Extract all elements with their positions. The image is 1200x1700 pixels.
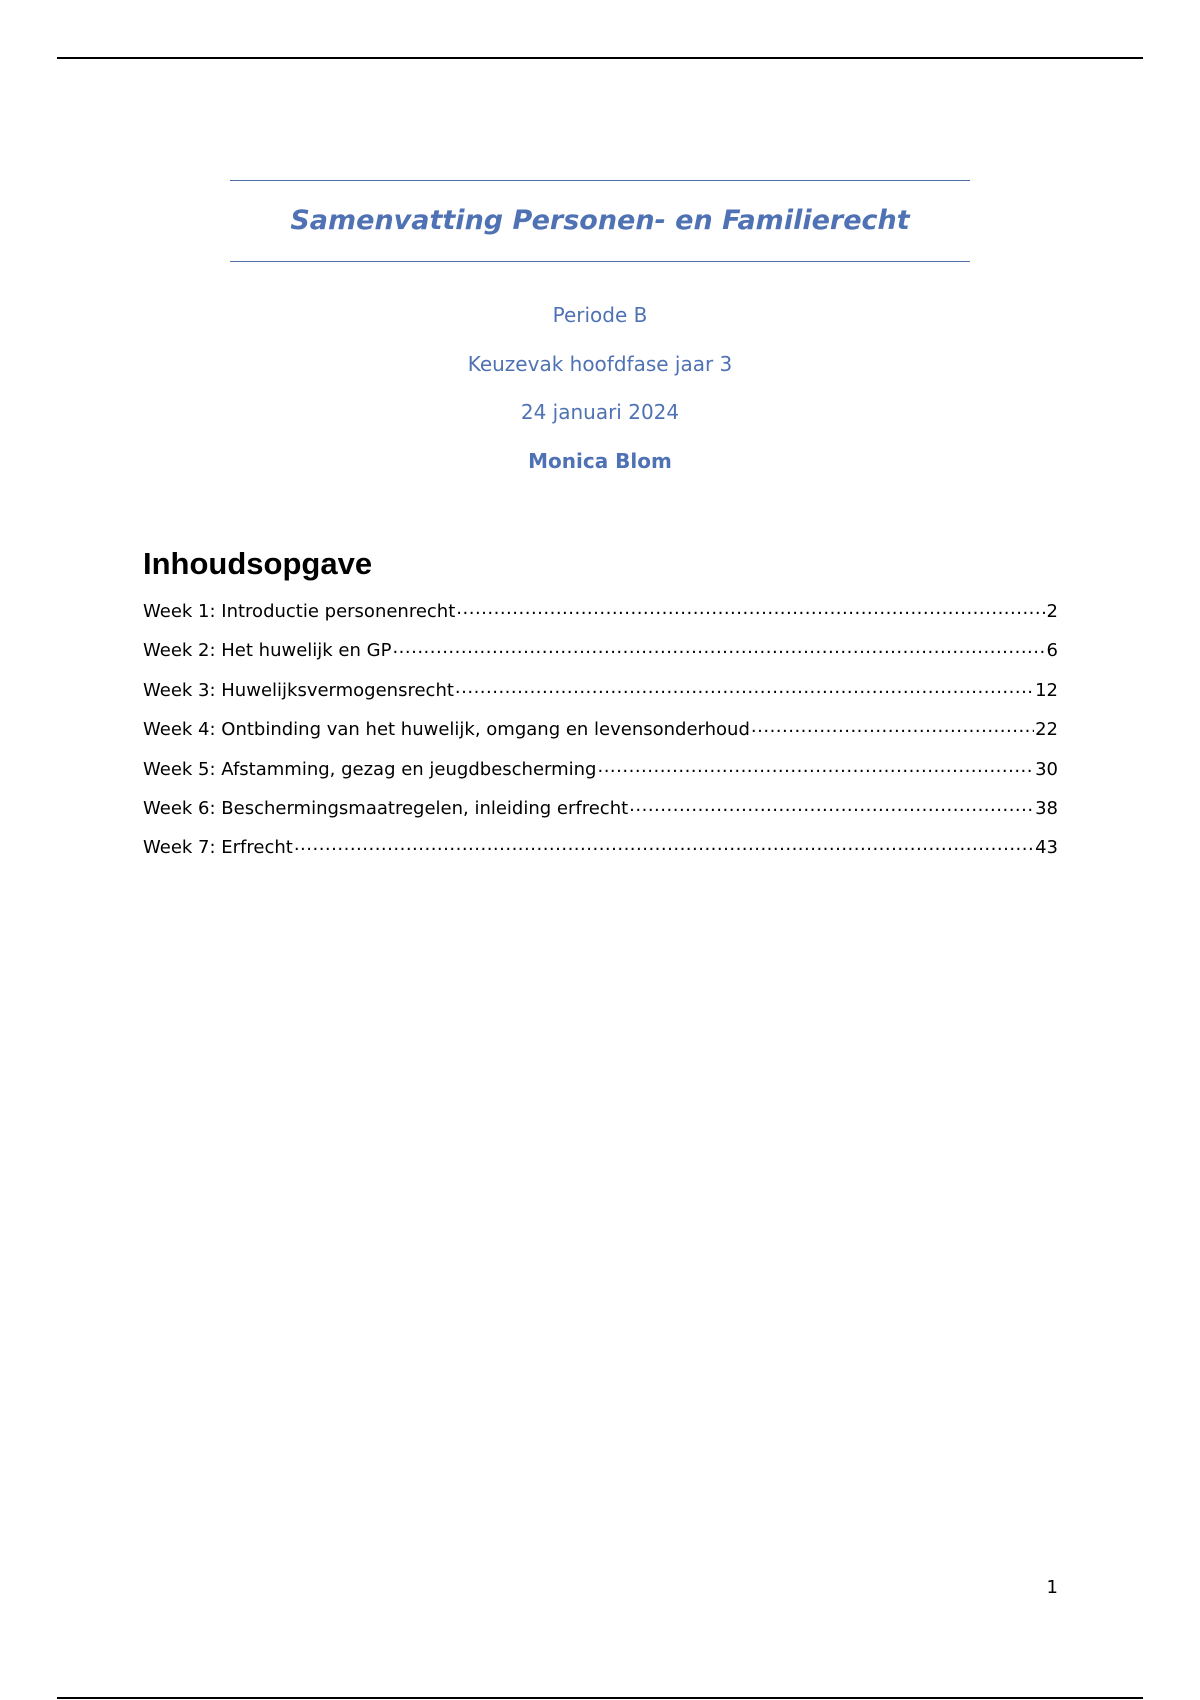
toc-dot-leader xyxy=(392,638,1045,656)
document-period: Periode B xyxy=(552,303,648,327)
toc-entry-page: 30 xyxy=(1035,758,1058,780)
toc-entry-label: Week 4: Ontbinding van het huwelijk, omgang en levensonderhoud xyxy=(143,719,750,741)
toc-dot-leader xyxy=(751,717,1034,735)
toc-entry-page: 2 xyxy=(1046,601,1058,622)
toc-entry-week-1[interactable] xyxy=(143,599,1058,638)
table-of-contents xyxy=(143,599,1058,875)
toc-entry-page: 43 xyxy=(1035,837,1058,859)
toc-dot-leader xyxy=(455,678,1034,696)
toc-dot-leader xyxy=(629,796,1034,814)
toc-entry-label: Week 5: Afstamming, gezag en jeugdbescherming xyxy=(143,758,597,780)
toc-entry-label: Week 2: Het huwelijk en GP xyxy=(143,640,392,662)
page-number: 1 xyxy=(1046,1577,1058,1598)
toc-entry-week-3[interactable] xyxy=(143,678,1058,717)
document-course: Keuzevak hoofdfase jaar 3 xyxy=(467,352,733,376)
page-top-border xyxy=(57,57,1143,59)
toc-dot-leader xyxy=(597,757,1034,775)
document-author: Monica Blom xyxy=(528,449,672,473)
toc-entry-page: 22 xyxy=(1035,719,1058,741)
title-bottom-rule xyxy=(230,261,970,262)
toc-entry-week-5[interactable] xyxy=(143,757,1058,796)
toc-dot-leader xyxy=(294,835,1034,853)
toc-entry-label: Week 6: Beschermingsmaatregelen, inleiding erfrecht xyxy=(143,797,629,819)
toc-entry-week-7[interactable] xyxy=(143,835,1058,874)
toc-entry-page: 6 xyxy=(1046,640,1058,662)
toc-entry-label: Week 7: Erfrecht xyxy=(143,837,293,859)
toc-entry-page: 12 xyxy=(1035,679,1058,701)
toc-heading: Inhoudsopgave xyxy=(143,546,373,581)
toc-entry-label: Week 1: Introductie personenrecht xyxy=(143,601,456,622)
document-date: 24 januari 2024 xyxy=(520,400,680,424)
toc-entry-week-6[interactable] xyxy=(143,796,1058,835)
toc-entry-page: 38 xyxy=(1035,797,1058,819)
toc-entry-label: Week 3: Huwelijksvermogensrecht xyxy=(143,679,454,701)
page-bottom-border xyxy=(57,1697,1143,1699)
toc-dot-leader xyxy=(456,599,1045,617)
toc-entry-week-4[interactable] xyxy=(143,717,1058,756)
title-block xyxy=(230,180,970,262)
toc-entry-week-2[interactable] xyxy=(143,638,1058,677)
document-title: Samenvatting Personen- en Familierecht xyxy=(290,205,910,236)
